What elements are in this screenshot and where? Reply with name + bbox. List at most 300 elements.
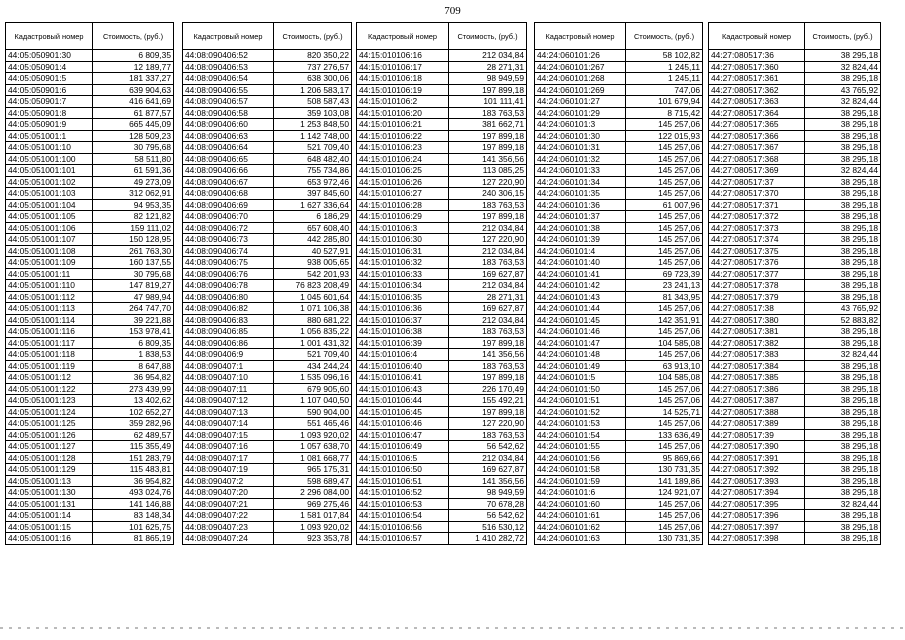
cadastral-number-cell: 44:24:060101:50 [535,383,626,395]
table-row [535,50,703,62]
cadastral-number-cell: 44:05:051001:112 [6,291,93,303]
cadastral-number-cell: 44:05:051001:110 [6,280,93,292]
cost-cell: 923 353,78 [274,533,352,545]
table-row [357,142,527,154]
cost-cell: 127 220,90 [449,176,527,188]
cadastral-number-cell: 44:27:080517:360 [709,61,805,73]
table-row [6,234,174,246]
table-row [357,211,527,223]
cadastral-number-cell: 44:24:060101:39 [535,234,626,246]
cost-cell: 61 877,57 [93,107,174,119]
cadastral-number-cell: 44:15:010106:24 [357,153,449,165]
table-row [709,337,881,349]
cost-cell: 8 715,42 [626,107,703,119]
cost-cell: 240 306,15 [449,188,527,200]
cost-cell: 39 221,88 [93,314,174,326]
table-row [709,107,881,119]
cadastral-number-cell: 44:24:060101:29 [535,107,626,119]
cost-cell: 183 763,53 [449,107,527,119]
cadastral-number-cell: 44:15:010106:33 [357,268,449,280]
table-row [6,84,174,96]
cadastral-number-cell: 44:15:010106:31 [357,245,449,257]
cost-cell: 38 295,18 [805,533,881,545]
cost-cell: 6 809,35 [93,50,174,62]
cost-cell: 1 056 835,22 [274,326,352,338]
cost-cell: 14 525,71 [626,406,703,418]
table-row [709,383,881,395]
cadastral-number-cell: 44:15:010106:40 [357,360,449,372]
cost-cell: 81 865,19 [93,533,174,545]
cadastral-number-cell: 44:05:051001:129 [6,464,93,476]
cadastral-number-cell: 44:05:051001:119 [6,360,93,372]
table-row [357,533,527,545]
cadastral-number-cell: 44:15:010106:53 [357,498,449,510]
cadastral-number-cell: 44:27:080517:38 [709,303,805,315]
cost-cell: 1 253 848,50 [274,119,352,131]
table-row [709,326,881,338]
table-row [6,188,174,200]
table-row [6,257,174,269]
cadastral-number-cell: 44:24:060101:46 [535,326,626,338]
cost-cell: 145 257,06 [626,521,703,533]
cost-cell: 94 953,35 [93,199,174,211]
cost-cell: 212 034,84 [449,222,527,234]
cadastral-number-cell: 44:15:010106:20 [357,107,449,119]
cadastral-number-cell: 44:08:090407:11 [183,383,274,395]
cadastral-number-cell: 44:24:060101:3 [535,119,626,131]
table-row [357,441,527,453]
cadastral-number-cell: 44:08:090406:60 [183,119,274,131]
table-row [357,280,527,292]
cadastral-number-cell: 44:05:051001:100 [6,153,93,165]
cadastral-number-cell: 44:24:060101:268 [535,73,626,85]
cost-cell: 665 445,09 [93,119,174,131]
cost-cell: 938 005,65 [274,257,352,269]
table-row [183,188,352,200]
cost-cell: 23 241,13 [626,280,703,292]
table-row [357,464,527,476]
table-row [535,337,703,349]
cost-cell: 1 045 601,64 [274,291,352,303]
table-row [6,165,174,177]
cost-cell: 32 824,44 [805,349,881,361]
cadastral-number-cell: 44:24:060101:5 [535,372,626,384]
table-row [183,96,352,108]
cost-cell: 104 585,08 [626,337,703,349]
cadastral-number-cell: 44:05:050901:8 [6,107,93,119]
cost-cell: 145 257,06 [626,383,703,395]
header-cost: Стоимость, (руб.) [274,23,352,50]
table-row [6,326,174,338]
cadastral-number-cell: 44:27:080517:370 [709,188,805,200]
cadastral-number-cell: 44:24:060101:62 [535,521,626,533]
cadastral-number-cell: 44:27:080517:39 [709,429,805,441]
cost-cell: 381 662,71 [449,119,527,131]
cost-cell: 359 282,96 [93,418,174,430]
cadastral-number-cell: 44:27:080517:376 [709,257,805,269]
table-row [6,96,174,108]
table-row [709,50,881,62]
table-row [6,314,174,326]
table-row [6,498,174,510]
cost-cell: 653 972,46 [274,176,352,188]
cost-cell: 169 627,87 [449,268,527,280]
cost-cell: 38 295,18 [805,222,881,234]
cost-cell: 145 257,06 [626,418,703,430]
cadastral-number-cell: 44:05:051001:126 [6,429,93,441]
table-row [6,487,174,499]
cadastral-number-cell: 44:05:051001:12 [6,372,93,384]
cadastral-number-cell: 44:27:080517:377 [709,268,805,280]
cost-cell: 264 747,70 [93,303,174,315]
cost-cell: 32 824,44 [805,61,881,73]
cadastral-number-cell: 44:24:060101:267 [535,61,626,73]
cost-cell: 38 295,18 [805,464,881,476]
table-row [6,464,174,476]
table-row [709,257,881,269]
table-row [535,130,703,142]
cadastral-number-cell: 44:24:060101:61 [535,510,626,522]
cadastral-number-cell: 44:05:051001:15 [6,521,93,533]
cost-cell: 880 681,22 [274,314,352,326]
cadastral-number-cell: 44:05:051001:130 [6,487,93,499]
cost-cell: 1 410 282,72 [449,533,527,545]
cost-cell: 58 511,80 [93,153,174,165]
cost-cell: 1 245,11 [626,73,703,85]
table-row [6,383,174,395]
cadastral-number-cell: 44:15:010106:30 [357,234,449,246]
table-row [709,176,881,188]
cost-cell: 521 709,40 [274,142,352,154]
cost-cell: 1 071 106,38 [274,303,352,315]
table-row [6,119,174,131]
cadastral-number-cell: 44:05:051001:14 [6,510,93,522]
cost-cell: 648 482,40 [274,153,352,165]
table-row [183,107,352,119]
table-row [535,475,703,487]
cadastral-number-cell: 44:15:010106:41 [357,372,449,384]
table-row [709,395,881,407]
cost-cell: 101 111,41 [449,96,527,108]
cadastral-number-cell: 44:27:080517:378 [709,280,805,292]
cadastral-number-cell: 44:15:010106:36 [357,303,449,315]
cost-cell: 38 295,18 [805,406,881,418]
cadastral-number-cell: 44:27:080517:369 [709,165,805,177]
cost-cell: 181 337,27 [93,73,174,85]
cadastral-number-cell: 44:15:010106:17 [357,61,449,73]
table-row [357,61,527,73]
cadastral-number-cell: 44:27:080517:37 [709,176,805,188]
table-row [357,234,527,246]
table-row [709,119,881,131]
cadastral-number-cell: 44:15:010106:34 [357,280,449,292]
cost-cell: 160 137,55 [93,257,174,269]
cost-cell: 95 869,66 [626,452,703,464]
table-row [183,326,352,338]
cost-cell: 115 483,81 [93,464,174,476]
header-cost: Стоимость, (руб.) [805,23,881,50]
table-row [709,73,881,85]
cadastral-number-cell: 44:05:051001:101 [6,165,93,177]
table-row [357,452,527,464]
cadastral-number-cell: 44:15:010106:35 [357,291,449,303]
table-row [183,199,352,211]
table-row [357,119,527,131]
cost-cell: 212 034,84 [449,314,527,326]
cost-cell: 261 763,30 [93,245,174,257]
cadastral-number-cell: 44:08:090406:58 [183,107,274,119]
cadastral-number-cell: 44:05:051001:131 [6,498,93,510]
cadastral-number-cell: 44:15:010106:25 [357,165,449,177]
table-row [357,73,527,85]
cadastral-number-cell: 44:05:051001:117 [6,337,93,349]
cadastral-number-cell: 44:27:080517:390 [709,441,805,453]
table-row [183,165,352,177]
cost-cell: 145 257,06 [626,395,703,407]
cost-cell: 30 795,68 [93,268,174,280]
cadastral-number-cell: 44:27:080517:397 [709,521,805,533]
cost-cell: 130 731,35 [626,533,703,545]
cadastral-table-2 [182,22,352,545]
cost-cell: 38 295,18 [805,245,881,257]
cadastral-number-cell: 44:24:060101:49 [535,360,626,372]
cadastral-number-cell: 44:05:051001:127 [6,441,93,453]
table-row [183,153,352,165]
table-row [183,498,352,510]
cost-cell: 1 535 096,16 [274,372,352,384]
cost-cell: 169 627,87 [449,464,527,476]
cost-cell: 542 201,93 [274,268,352,280]
table-row [535,303,703,315]
cadastral-number-cell: 44:27:080517:386 [709,383,805,395]
cadastral-number-cell: 44:27:080517:389 [709,418,805,430]
table-row [357,521,527,533]
cost-cell: 127 220,90 [449,418,527,430]
cadastral-number-cell: 44:15:010106:54 [357,510,449,522]
table-row [183,406,352,418]
cost-cell: 30 795,68 [93,142,174,154]
table-row [6,211,174,223]
cadastral-number-cell: 44:24:060101:53 [535,418,626,430]
cost-cell: 28 271,31 [449,61,527,73]
cadastral-number-cell: 44:15:010106:39 [357,337,449,349]
cadastral-number-cell: 44:15:010106:2 [357,96,449,108]
cost-cell: 1 581 017,84 [274,510,352,522]
cost-cell: 81 343,95 [626,291,703,303]
cadastral-number-cell: 44:24:060101:52 [535,406,626,418]
cost-cell: 141 356,56 [449,475,527,487]
cost-cell: 102 652,27 [93,406,174,418]
table-row [535,395,703,407]
cadastral-number-cell: 44:05:051001:13 [6,475,93,487]
cost-cell: 141 146,88 [93,498,174,510]
table-row [535,429,703,441]
cost-cell: 69 723,39 [626,268,703,280]
table-row [6,360,174,372]
cost-cell: 38 295,18 [805,130,881,142]
cadastral-number-cell: 44:24:060101:56 [535,452,626,464]
cost-cell: 145 257,06 [626,303,703,315]
table-row [709,222,881,234]
cost-cell: 679 905,60 [274,383,352,395]
cadastral-number-cell: 44:08:090407:19 [183,464,274,476]
table-row [535,487,703,499]
table-row [709,406,881,418]
table-row [6,441,174,453]
cadastral-number-cell: 44:24:060101:58 [535,464,626,476]
cost-cell: 1 206 583,17 [274,84,352,96]
header-cost: Стоимость, (руб.) [626,23,703,50]
cost-cell: 212 034,84 [449,280,527,292]
cadastral-number-cell: 44:08:090406:76 [183,268,274,280]
cadastral-number-cell: 44:05:051001:104 [6,199,93,211]
cadastral-number-cell: 44:08:090406:78 [183,280,274,292]
cadastral-number-cell: 44:08:090406:80 [183,291,274,303]
cost-cell: 145 257,06 [626,176,703,188]
cadastral-number-cell: 44:08:090406:64 [183,142,274,154]
cost-cell: 359 103,08 [274,107,352,119]
cost-cell: 145 257,06 [626,498,703,510]
cadastral-table-1 [5,22,174,545]
cadastral-number-cell: 44:27:080517:368 [709,153,805,165]
cost-cell: 38 295,18 [805,383,881,395]
cadastral-number-cell: 44:27:080517:362 [709,84,805,96]
cadastral-number-cell: 44:05:051001:124 [6,406,93,418]
cadastral-number-cell: 44:15:010106:19 [357,84,449,96]
table-row [535,498,703,510]
cost-cell: 104 585,08 [626,372,703,384]
table-row [357,360,527,372]
table-row [183,360,352,372]
cost-cell: 183 763,53 [449,326,527,338]
table-row [709,475,881,487]
cost-cell: 197 899,18 [449,142,527,154]
table-row [709,303,881,315]
table-row [357,487,527,499]
table-row [183,337,352,349]
table-row [6,176,174,188]
cost-cell: 38 295,18 [805,107,881,119]
table-row [6,533,174,545]
table-row [183,510,352,522]
table-row [6,429,174,441]
cadastral-number-cell: 44:27:080517:384 [709,360,805,372]
cost-cell: 145 257,06 [626,142,703,154]
cadastral-number-cell: 44:27:080517:396 [709,510,805,522]
table-row [535,452,703,464]
cadastral-number-cell: 44:08:090407:21 [183,498,274,510]
cost-cell: 147 819,27 [93,280,174,292]
cost-cell: 434 244,24 [274,360,352,372]
table-row [183,222,352,234]
table-row [6,153,174,165]
cadastral-number-cell: 44:27:080517:393 [709,475,805,487]
cost-cell: 101 625,75 [93,521,174,533]
cadastral-number-cell: 44:08:090406:70 [183,211,274,223]
cadastral-number-cell: 44:08:090406:69 [183,199,274,211]
table-row [183,429,352,441]
cadastral-number-cell: 44:15:010106:47 [357,429,449,441]
cadastral-number-cell: 44:15:010106:44 [357,395,449,407]
cost-cell: 145 257,06 [626,188,703,200]
cost-cell: 151 283,79 [93,452,174,464]
cost-cell: 6 809,35 [93,337,174,349]
table-row [6,372,174,384]
table-row [709,199,881,211]
cost-cell: 38 295,18 [805,487,881,499]
cost-cell: 145 257,06 [626,349,703,361]
table-row [183,314,352,326]
table-row [183,291,352,303]
table-row [709,61,881,73]
cost-cell: 150 128,95 [93,234,174,246]
cadastral-number-cell: 44:15:010106:23 [357,142,449,154]
cost-cell: 226 170,49 [449,383,527,395]
cadastral-number-cell: 44:24:060101:30 [535,130,626,142]
cost-cell: 183 763,53 [449,429,527,441]
table-row [6,142,174,154]
cadastral-number-cell: 44:08:090407:2 [183,475,274,487]
cost-cell: 38 295,18 [805,257,881,269]
table-row [709,533,881,545]
table-row [709,280,881,292]
cost-cell: 127 220,90 [449,234,527,246]
table-row [6,222,174,234]
cadastral-number-cell: 44:15:010106:27 [357,188,449,200]
cadastral-number-cell: 44:05:051001:1 [6,130,93,142]
cost-cell: 145 257,06 [626,222,703,234]
cadastral-number-cell: 44:05:051001:109 [6,257,93,269]
cost-cell: 145 257,06 [626,257,703,269]
cadastral-number-cell: 44:24:060101:37 [535,211,626,223]
table-row [357,291,527,303]
cost-cell: 145 257,06 [626,326,703,338]
table-row [6,303,174,315]
cost-cell: 598 689,47 [274,475,352,487]
table-row [535,234,703,246]
table-row [183,383,352,395]
cadastral-number-cell: 44:24:060101:27 [535,96,626,108]
cadastral-number-cell: 44:15:010106:51 [357,475,449,487]
cadastral-number-cell: 44:08:090407:13 [183,406,274,418]
cost-cell: 38 295,18 [805,441,881,453]
cost-cell: 508 587,43 [274,96,352,108]
cost-cell: 197 899,18 [449,211,527,223]
table-row [535,257,703,269]
table-row [183,464,352,476]
table-row [709,452,881,464]
cadastral-number-cell: 44:08:090407:14 [183,418,274,430]
table-row [183,452,352,464]
cost-cell: 212 034,84 [449,452,527,464]
table-row [183,349,352,361]
cadastral-number-cell: 44:08:090406:72 [183,222,274,234]
cadastral-number-cell: 44:27:080517:363 [709,96,805,108]
cost-cell: 197 899,18 [449,406,527,418]
table-row [535,107,703,119]
table-row [709,291,881,303]
table-row [183,142,352,154]
cost-cell: 145 257,06 [626,441,703,453]
cadastral-number-cell: 44:27:080517:373 [709,222,805,234]
cadastral-number-cell: 44:08:090407:12 [183,395,274,407]
cadastral-number-cell: 44:08:090407:10 [183,372,274,384]
cost-cell: 98 949,59 [449,487,527,499]
cadastral-number-cell: 44:24:060101:31 [535,142,626,154]
table-row [6,199,174,211]
cost-cell: 122 015,93 [626,130,703,142]
cadastral-number-cell: 44:24:060101:54 [535,429,626,441]
